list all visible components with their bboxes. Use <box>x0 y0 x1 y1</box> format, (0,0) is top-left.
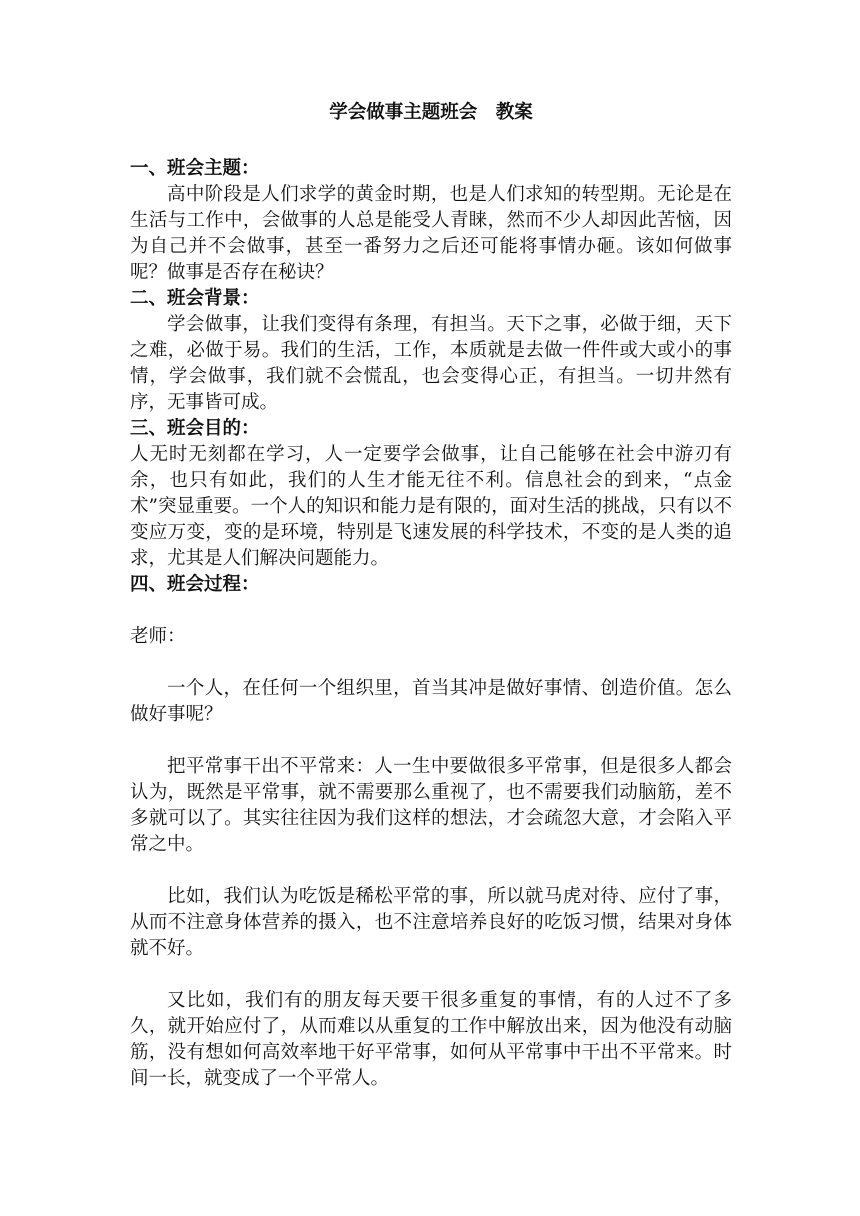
teacher-label: 老师： <box>130 626 186 647</box>
section-heading-background: 二、班会背景： <box>130 288 260 309</box>
section-paragraph-purpose: 人无时无刻都在学习，人一定要学会做事，让自己能够在社会中游刃有余，也只有如此，我们的人生才能无往不利。信息社会的到来，“点金术”突显重要。一个人的知识和能力是有限的，面对生活的挑战，只有以不变应万变，变的是环境，特别是飞速发展的科学技术，不变的是人类的追求，尤其是人们解决问题能力。 <box>130 444 732 569</box>
section-heading-theme: 一、班会主题： <box>130 158 260 179</box>
process-paragraph: 一个人，在任何一个组织里，首当其冲是做好事情、创造价值。怎么做好事呢？ <box>130 678 732 725</box>
document-body <box>130 100 732 1092</box>
section-paragraph-background: 学会做事，让我们变得有条理，有担当。天下之事，必做于细，天下之难，必做于易。我们的生活，工作，本质就是去做一件件或大或小的事情，学会做事，我们就不会慌乱，也会变得心正，有担当。一切井然有序，无事皆可成。 <box>130 314 732 413</box>
document-title: 学会做事主题班会 教案 <box>329 102 533 123</box>
section-heading-process: 四、班会过程： <box>130 574 260 595</box>
process-paragraph: 把平常事干出不平常来：人一生中要做很多平常事，但是很多人都会认为，既然是平常事，就不需要那么重视了，也不需要我们动脑筋，差不多就可以了。其实往往因为我们这样的想法，才会疏忽大意，才会陷入平常之中。 <box>130 756 732 855</box>
process-paragraph: 又比如，我们有的朋友每天要干很多重复的事情，有的人过不了多久，就开始应付了，从而难以从重复的工作中解放出来，因为他没有动脑筋，没有想如何高效率地干好平常事，如何从平常事中干出不平常来。时间一长，就变成了一个平常人。 <box>130 990 732 1089</box>
section-heading-purpose: 三、班会目的： <box>130 418 260 439</box>
process-paragraph: 比如，我们认为吃饭是稀松平常的事，所以就马虎对待、应付了事，从而不注意身体营养的摄入，也不注意培养良好的吃饭习惯，结果对身体就不好。 <box>130 886 732 959</box>
section-paragraph-theme: 高中阶段是人们求学的黄金时期，也是人们求知的转型期。无论是在生活与工作中，会做事的人总是能受人青睐，然而不少人却因此苦恼，因为自己并不会做事，甚至一番努力之后还可能将事情办砸。该如何做事呢？做事是否存在秘诀？ <box>130 184 732 283</box>
